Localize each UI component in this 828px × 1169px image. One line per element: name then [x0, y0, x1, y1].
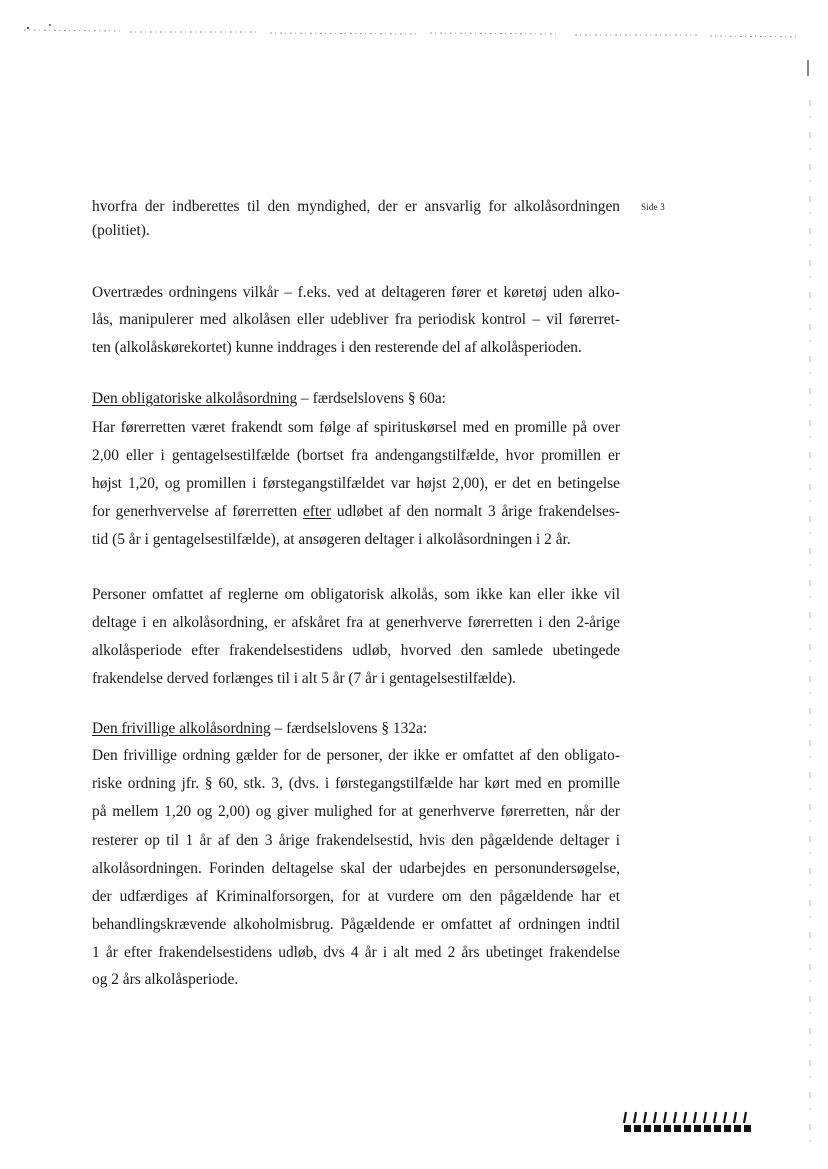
section-heading-obligatory — [92, 389, 620, 409]
scan-noise-right — [800, 60, 828, 1160]
text-line: lås, manipulerer med alkolåsen eller udebliver fra periodisk kontrol – vil førerret- — [92, 311, 620, 328]
text-line: resterer op til 1 år af den 3 årige frakendelsestid, hvis den pågældende deltager i — [92, 832, 620, 849]
text-line-emphasis: for generhvervelse af førerretten efter udløbet af den normalt 3 årige frakendelses- — [92, 503, 620, 520]
heading-title: Den frivillige alkolåsordning — [92, 720, 271, 737]
text-line: tid (5 år i gentagelsestilfælde), at ansøgeren deltager i alkolåsordningen i 2 år. — [92, 531, 571, 548]
heading-title: Den obligatoriske alkolåsordning — [92, 390, 298, 407]
text-line: Har førerretten været frakendt som følge af spirituskørsel med en promille på over — [92, 419, 620, 436]
barcode-mark — [622, 1110, 757, 1134]
text-line: på mellem 1,20 og 2,00) og giver mulighed for at generhverve førerretten, når der — [92, 803, 620, 820]
heading-reference: – færdselslovens § 60a: — [297, 390, 446, 407]
text-line: (politiet). — [92, 222, 150, 239]
scan-noise-top — [0, 22, 828, 50]
heading-reference: – færdselslovens § 132a: — [270, 720, 428, 737]
text-line: behandlingskrævende alkoholmisbrug. Pågældende er omfattet af ordningen indtil — [92, 916, 620, 933]
text-line: alkolåsordningen. Forinden deltagelse skal der udarbejdes en personundersøgelse, — [92, 860, 620, 877]
text-line: hvorfra der indberettes til den myndighed, der er ansvarlig for alkolåsordningen — [92, 198, 620, 215]
text-line: frakendelse derved forlænges til i alt 5 år (7 år i gentagelsestilfælde). — [92, 670, 516, 687]
text-line: riske ordning jfr. § 60, stk. 3, (dvs. i førstegangstilfælde har kørt med en promille — [92, 775, 620, 792]
text-line: der udfærdiges af Kriminalforsorgen, for at vurdere om den pågældende har et — [92, 888, 620, 905]
text-line: deltage i en alkolåsordning, er afskåret fra at generhverve førerretten i den 2-årige — [92, 614, 620, 631]
page-number: Side 3 — [641, 202, 665, 212]
text-line: Overtrædes ordningens vilkår – f.eks. ved at deltageren fører et køretøj uden alko- — [92, 284, 620, 301]
text-line: ten (alkolåskørekortet) kunne inddrages i den resterende del af alkolåsperioden. — [92, 339, 582, 356]
text-line: Den frivillige ordning gælder for de personer, der ikke er omfattet af den obligato- — [92, 747, 620, 764]
emphasis-word: efter — [302, 503, 332, 520]
text-line: højst 1,20, og promillen i førstegangstilfældet var højst 2,00), er det en betingelse — [92, 475, 620, 492]
section-heading-voluntary — [92, 719, 620, 739]
text-line: og 2 års alkolåsperiode. — [92, 971, 239, 988]
text-line: Personer omfattet af reglerne om obligatorisk alkolås, som ikke kan eller ikke vil — [92, 586, 620, 603]
text-line: 1 år efter frakendelsestidens udløb, dvs 4 år i alt med 2 års ubetinget frakendelse — [92, 944, 620, 961]
text-line: alkolåsperiode efter frakendelsestidens udløb, hvorved den samlede ubetingede — [92, 642, 620, 659]
text-line: 2,00 eller i gentagelsestilfælde (bortset fra andengangstilfælde, hvor promillen er — [92, 447, 620, 464]
